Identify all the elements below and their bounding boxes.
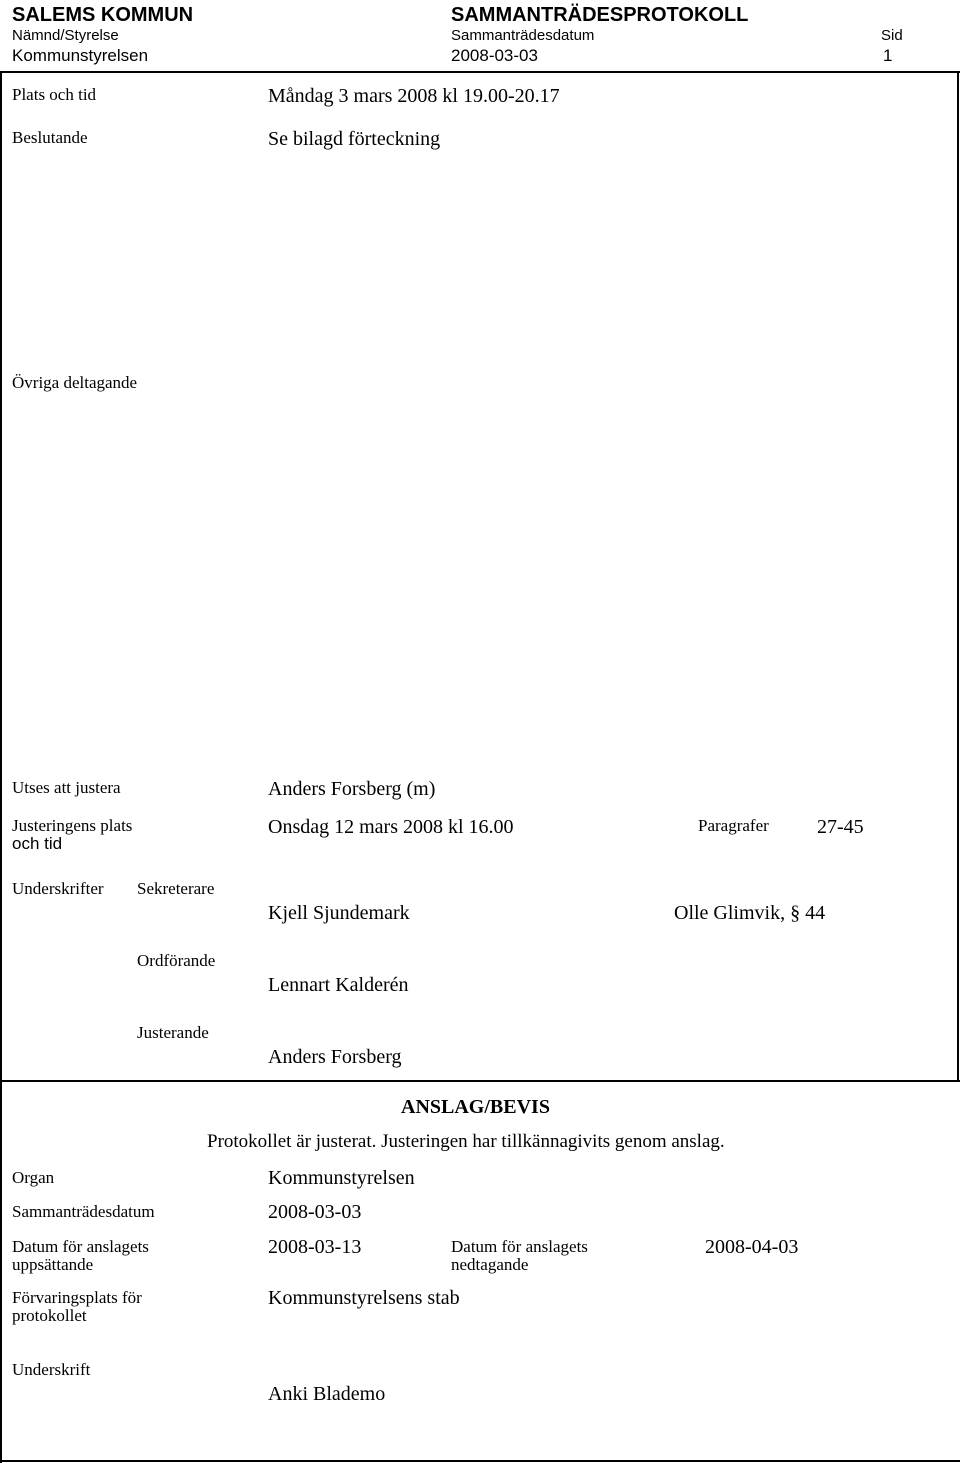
posted-value: 2008-03-13 <box>268 1236 362 1258</box>
signature-adjuster-name: Anders Forsberg <box>268 1046 402 1068</box>
organ-label: Organ <box>12 1168 55 1187</box>
organ-value: Kommunstyrelsen <box>268 1167 415 1189</box>
secretary-label: Sekreterare <box>137 879 215 898</box>
notice-statement: Protokollet är justerat. Justeringen har tillkännagivits genom anslag. <box>207 1131 725 1152</box>
decision-value: Se bilagd förteckning <box>268 128 441 150</box>
notice-signature-name: Anki Blademo <box>268 1383 386 1405</box>
storage-label-line2: protokollet <box>12 1306 87 1325</box>
organization-name: SALEMS KOMMUN <box>12 4 194 26</box>
adjuster-value: Anders Forsberg (m) <box>268 778 436 800</box>
storage-value: Kommunstyrelsens stab <box>268 1287 460 1309</box>
meeting-date-label: Sammanträdesdatum <box>451 27 595 44</box>
removed-label-line1: Datum för anslagets <box>451 1237 588 1256</box>
adjust-time-label-line1: Justeringens plats <box>12 816 133 835</box>
paragraphs-label: Paragrafer <box>698 816 769 835</box>
removed-label-line2: nedtagande <box>451 1255 529 1274</box>
body-value: Kommunstyrelsen <box>12 46 149 65</box>
frame-left-border <box>0 71 2 1463</box>
chair-label: Ordförande <box>137 951 216 970</box>
secretary-name: Kjell Sjundemark <box>268 902 410 924</box>
place-label: Plats och tid <box>12 85 97 104</box>
signature-adjuster-label: Justerande <box>137 1023 209 1042</box>
notice-date-label: Sammanträdesdatum <box>12 1202 155 1221</box>
frame-right-border <box>957 71 959 1080</box>
adjust-time-value: Onsdag 12 mars 2008 kl 16.00 <box>268 816 514 838</box>
posted-label-line1: Datum för anslagets <box>12 1237 149 1256</box>
body-label: Nämnd/Styrelse <box>12 27 119 44</box>
secretary-extra: Olle Glimvik, § 44 <box>674 902 826 924</box>
place-value: Måndag 3 mars 2008 kl 19.00-20.17 <box>268 85 560 107</box>
notice-date-value: 2008-03-03 <box>268 1201 362 1223</box>
document-type: SAMMANTRÄDESPROTOKOLL <box>451 4 749 26</box>
decision-label: Beslutande <box>12 128 88 147</box>
notice-signature-label: Underskrift <box>12 1360 91 1379</box>
others-label: Övriga deltagande <box>12 373 138 392</box>
notice-divider <box>0 1080 960 1082</box>
frame-bottom-border <box>0 1460 960 1462</box>
adjuster-label: Utses att justera <box>12 778 121 797</box>
adjust-time-label-line2: och tid <box>12 834 63 853</box>
page-number: 1 <box>883 46 893 65</box>
paragraphs-value: 27-45 <box>817 816 864 838</box>
posted-label-line2: uppsättande <box>12 1255 94 1274</box>
chair-name: Lennart Kalderén <box>268 974 409 996</box>
removed-value: 2008-04-03 <box>705 1236 799 1258</box>
meeting-date-value: 2008-03-03 <box>451 46 538 65</box>
header-divider <box>0 71 960 73</box>
notice-title: ANSLAG/BEVIS <box>401 1096 550 1118</box>
storage-label-line1: Förvaringsplats för <box>12 1288 142 1307</box>
signatures-label: Underskrifter <box>12 879 104 898</box>
page-label: Sid <box>881 27 903 44</box>
